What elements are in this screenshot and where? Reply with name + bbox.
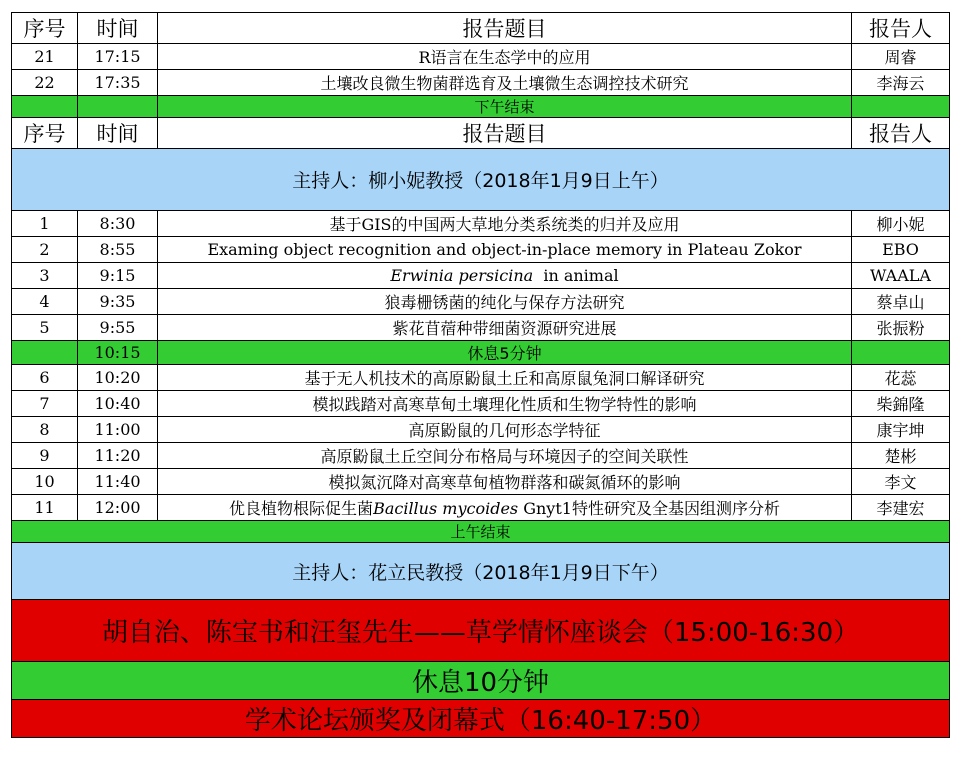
- schedule-table: [11, 12, 950, 738]
- break-5-label: 休息5分钟: [158, 341, 852, 365]
- table-row: [12, 237, 950, 263]
- row-no: 1: [12, 211, 78, 237]
- title-rest: in animal: [533, 266, 619, 285]
- row-no: 3: [12, 263, 78, 289]
- table-row: [12, 44, 950, 70]
- row-no: 10: [12, 469, 78, 495]
- row-speaker: 张振粉: [852, 315, 950, 341]
- row-speaker: 李文: [852, 469, 950, 495]
- row-time: 11:00: [78, 417, 158, 443]
- title-italic: Bacillus mycoides: [373, 499, 519, 518]
- row-speaker: 康宇坤: [852, 417, 950, 443]
- morning-end-row: [12, 521, 950, 543]
- row-time: 9:15: [78, 263, 158, 289]
- row-no: 21: [12, 44, 78, 70]
- row-title: Examing object recognition and object-in-place memory in Plateau Zokor: [158, 237, 852, 263]
- row-no: 7: [12, 391, 78, 417]
- header-time: 时间: [78, 13, 158, 44]
- row-title: 基于无人机技术的高原鼢鼠土丘和高原鼠兔洞口解译研究: [158, 365, 852, 391]
- row-speaker: 楚彬: [852, 443, 950, 469]
- table-row: [12, 391, 950, 417]
- table-row: [12, 289, 950, 315]
- row-time: 11:40: [78, 469, 158, 495]
- header-row: [12, 118, 950, 149]
- title-pre: 优良植物根际促生菌: [229, 499, 374, 518]
- row-time: 8:30: [78, 211, 158, 237]
- row-speaker: EBO: [852, 237, 950, 263]
- row-no: 11: [12, 495, 78, 521]
- row-speaker: 柳小妮: [852, 211, 950, 237]
- row-time: 17:15: [78, 44, 158, 70]
- table-row: [12, 70, 950, 96]
- row-title: 紫花苜蓿种带细菌资源研究进展: [158, 315, 852, 341]
- break-10-label: 休息10分钟: [12, 662, 950, 700]
- title-italic: Erwinia persicina: [390, 266, 534, 285]
- afternoon-end-label: 下午结束: [158, 96, 852, 118]
- host-morning-label: 主持人：柳小妮教授（2018年1月9日上午）: [12, 149, 950, 211]
- header-no: 序号: [12, 13, 78, 44]
- row-no: 4: [12, 289, 78, 315]
- row-time: 9:55: [78, 315, 158, 341]
- break-10-row: [12, 662, 950, 700]
- table-row: [12, 315, 950, 341]
- row-title: 狼毒栅锈菌的纯化与保存方法研究: [158, 289, 852, 315]
- row-time: 10:40: [78, 391, 158, 417]
- row-title: 模拟氮沉降对高寒草甸植物群落和碳氮循环的影响: [158, 469, 852, 495]
- header-title: 报告题目: [158, 13, 852, 44]
- forum-row: [12, 600, 950, 662]
- row-time: 17:35: [78, 70, 158, 96]
- row-no: 2: [12, 237, 78, 263]
- row-speaker: 李海云: [852, 70, 950, 96]
- header-speaker: 报告人: [852, 13, 950, 44]
- row-title: 高原鼢鼠的几何形态学特征: [158, 417, 852, 443]
- header-speaker: 报告人: [852, 118, 950, 149]
- afternoon-end-row: [12, 96, 950, 118]
- row-no: 8: [12, 417, 78, 443]
- row-no: 6: [12, 365, 78, 391]
- row-title: R语言在生态学中的应用: [158, 44, 852, 70]
- header-no: 序号: [12, 118, 78, 149]
- header-time: 时间: [78, 118, 158, 149]
- row-no: 9: [12, 443, 78, 469]
- row-title: 基于GIS的中国两大草地分类系统类的归并及应用: [158, 211, 852, 237]
- table-row: [12, 443, 950, 469]
- table-row: [12, 211, 950, 237]
- table-row: [12, 263, 950, 289]
- title-post: Gnyt1特性研究及全基因组测序分析: [518, 499, 780, 518]
- row-time: 12:00: [78, 495, 158, 521]
- row-time: 11:20: [78, 443, 158, 469]
- row-title: 高原鼢鼠土丘空间分布格局与环境因子的空间关联性: [158, 443, 852, 469]
- forum-label: 胡自治、陈宝书和汪玺先生——草学情怀座谈会（15:00-16:30）: [12, 600, 950, 662]
- host-row: [12, 543, 950, 600]
- break-5-row: [12, 341, 950, 365]
- header-row: [12, 13, 950, 44]
- row-time: 9:35: [78, 289, 158, 315]
- morning-end-label: 上午结束: [12, 521, 950, 543]
- row-speaker: 周睿: [852, 44, 950, 70]
- header-title: 报告题目: [158, 118, 852, 149]
- row-time: 8:55: [78, 237, 158, 263]
- table-row: [12, 365, 950, 391]
- break-5-time: 10:15: [78, 341, 158, 365]
- host-afternoon-label: 主持人：花立民教授（2018年1月9日下午）: [12, 543, 950, 600]
- closing-label: 学术论坛颁奖及闭幕式（16:40-17:50）: [12, 700, 950, 738]
- row-speaker: 柴錦隆: [852, 391, 950, 417]
- host-row: [12, 149, 950, 211]
- row-time: 10:20: [78, 365, 158, 391]
- table-row: [12, 469, 950, 495]
- row-title: 土壤改良微生物菌群选育及土壤微生态调控技术研究: [158, 70, 852, 96]
- row-speaker: 李建宏: [852, 495, 950, 521]
- row-speaker: 花蕊: [852, 365, 950, 391]
- row-title: [158, 495, 852, 521]
- row-speaker: WAALA: [852, 263, 950, 289]
- row-title: 模拟践踏对高寒草甸土壤理化性质和生物学特性的影响: [158, 391, 852, 417]
- closing-row: [12, 700, 950, 738]
- table-row: [12, 417, 950, 443]
- row-no: 5: [12, 315, 78, 341]
- row-title: [158, 263, 852, 289]
- table-row: [12, 495, 950, 521]
- row-speaker: 蔡卓山: [852, 289, 950, 315]
- row-no: 22: [12, 70, 78, 96]
